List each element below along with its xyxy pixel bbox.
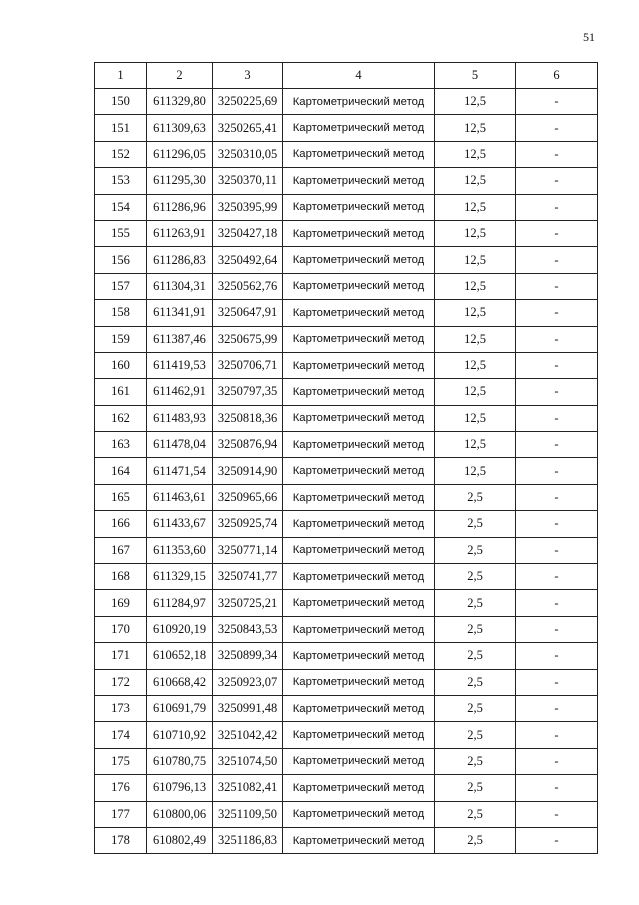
table-row — [95, 748, 598, 774]
table-row — [95, 616, 598, 642]
method-cell: Картометрический метод — [283, 141, 435, 167]
accuracy-cell: 2,5 — [435, 643, 516, 669]
x-coordinate-cell: 611329,80 — [147, 89, 213, 115]
note-cell: - — [516, 432, 598, 458]
method-cell: Картометрический метод — [283, 801, 435, 827]
point-number-cell: 175 — [95, 748, 147, 774]
point-number-cell: 161 — [95, 379, 147, 405]
table-row — [95, 722, 598, 748]
method-cell: Картометрический метод — [283, 827, 435, 853]
y-coordinate-cell: 3250991,48 — [213, 695, 283, 721]
x-coordinate-cell: 611329,15 — [147, 564, 213, 590]
y-coordinate-cell: 3250265,41 — [213, 115, 283, 141]
point-number-cell: 150 — [95, 89, 147, 115]
column-header: 4 — [283, 63, 435, 89]
table-row — [95, 564, 598, 590]
note-cell: - — [516, 643, 598, 669]
method-cell: Картометрический метод — [283, 775, 435, 801]
note-cell: - — [516, 537, 598, 563]
point-number-cell: 168 — [95, 564, 147, 590]
table-row — [95, 511, 598, 537]
method-cell: Картометрический метод — [283, 194, 435, 220]
x-coordinate-cell: 610652,18 — [147, 643, 213, 669]
y-coordinate-cell: 3251042,42 — [213, 722, 283, 748]
accuracy-cell: 2,5 — [435, 827, 516, 853]
y-coordinate-cell: 3250562,76 — [213, 273, 283, 299]
y-coordinate-cell: 3250706,71 — [213, 352, 283, 378]
table-row — [95, 643, 598, 669]
table-header-row — [95, 63, 598, 89]
table-row — [95, 801, 598, 827]
point-number-cell: 177 — [95, 801, 147, 827]
method-cell: Картометрический метод — [283, 590, 435, 616]
accuracy-cell: 2,5 — [435, 616, 516, 642]
x-coordinate-cell: 610802,49 — [147, 827, 213, 853]
note-cell: - — [516, 300, 598, 326]
accuracy-cell: 12,5 — [435, 326, 516, 352]
x-coordinate-cell: 611463,61 — [147, 484, 213, 510]
note-cell: - — [516, 194, 598, 220]
method-cell: Картометрический метод — [283, 511, 435, 537]
accuracy-cell: 12,5 — [435, 405, 516, 431]
table-row — [95, 379, 598, 405]
point-number-cell: 162 — [95, 405, 147, 431]
y-coordinate-cell: 3250818,36 — [213, 405, 283, 431]
method-cell: Картометрический метод — [283, 273, 435, 299]
y-coordinate-cell: 3250923,07 — [213, 669, 283, 695]
x-coordinate-cell: 611295,30 — [147, 168, 213, 194]
x-coordinate-cell: 611284,97 — [147, 590, 213, 616]
y-coordinate-cell: 3250771,14 — [213, 537, 283, 563]
accuracy-cell: 12,5 — [435, 432, 516, 458]
point-number-cell: 165 — [95, 484, 147, 510]
y-coordinate-cell: 3250725,21 — [213, 590, 283, 616]
method-cell: Картометрический метод — [283, 722, 435, 748]
table-row — [95, 775, 598, 801]
note-cell: - — [516, 801, 598, 827]
point-number-cell: 178 — [95, 827, 147, 853]
column-header: 6 — [516, 63, 598, 89]
coordinates-table — [94, 62, 598, 854]
method-cell: Картометрический метод — [283, 405, 435, 431]
note-cell: - — [516, 273, 598, 299]
accuracy-cell: 12,5 — [435, 273, 516, 299]
accuracy-cell: 2,5 — [435, 564, 516, 590]
note-cell: - — [516, 220, 598, 246]
y-coordinate-cell: 3250675,99 — [213, 326, 283, 352]
point-number-cell: 159 — [95, 326, 147, 352]
accuracy-cell: 12,5 — [435, 379, 516, 405]
y-coordinate-cell: 3250492,64 — [213, 247, 283, 273]
accuracy-cell: 2,5 — [435, 669, 516, 695]
method-cell: Картометрический метод — [283, 89, 435, 115]
point-number-cell: 157 — [95, 273, 147, 299]
note-cell: - — [516, 326, 598, 352]
x-coordinate-cell: 611296,05 — [147, 141, 213, 167]
table-row — [95, 695, 598, 721]
accuracy-cell: 2,5 — [435, 590, 516, 616]
accuracy-cell: 12,5 — [435, 89, 516, 115]
method-cell: Картометрический метод — [283, 352, 435, 378]
method-cell: Картометрический метод — [283, 616, 435, 642]
x-coordinate-cell: 611462,91 — [147, 379, 213, 405]
accuracy-cell: 2,5 — [435, 537, 516, 563]
accuracy-cell: 2,5 — [435, 695, 516, 721]
method-cell: Картометрический метод — [283, 695, 435, 721]
accuracy-cell: 2,5 — [435, 511, 516, 537]
y-coordinate-cell: 3250899,34 — [213, 643, 283, 669]
method-cell: Картометрический метод — [283, 220, 435, 246]
accuracy-cell: 2,5 — [435, 722, 516, 748]
point-number-cell: 174 — [95, 722, 147, 748]
x-coordinate-cell: 611263,91 — [147, 220, 213, 246]
y-coordinate-cell: 3251186,83 — [213, 827, 283, 853]
point-number-cell: 151 — [95, 115, 147, 141]
point-number-cell: 171 — [95, 643, 147, 669]
y-coordinate-cell: 3250965,66 — [213, 484, 283, 510]
table-row — [95, 827, 598, 853]
y-coordinate-cell: 3250395,99 — [213, 194, 283, 220]
note-cell: - — [516, 695, 598, 721]
y-coordinate-cell: 3250310,05 — [213, 141, 283, 167]
x-coordinate-cell: 611304,31 — [147, 273, 213, 299]
accuracy-cell: 2,5 — [435, 801, 516, 827]
method-cell: Картометрический метод — [283, 168, 435, 194]
x-coordinate-cell: 611433,67 — [147, 511, 213, 537]
note-cell: - — [516, 511, 598, 537]
x-coordinate-cell: 610668,42 — [147, 669, 213, 695]
note-cell: - — [516, 827, 598, 853]
table-row — [95, 194, 598, 220]
note-cell: - — [516, 775, 598, 801]
point-number-cell: 160 — [95, 352, 147, 378]
method-cell: Картометрический метод — [283, 748, 435, 774]
point-number-cell: 158 — [95, 300, 147, 326]
accuracy-cell: 12,5 — [435, 352, 516, 378]
page-number: 51 — [583, 30, 595, 44]
point-number-cell: 154 — [95, 194, 147, 220]
point-number-cell: 166 — [95, 511, 147, 537]
note-cell: - — [516, 141, 598, 167]
column-header: 3 — [213, 63, 283, 89]
table-row — [95, 115, 598, 141]
point-number-cell: 173 — [95, 695, 147, 721]
table-row — [95, 352, 598, 378]
point-number-cell: 153 — [95, 168, 147, 194]
point-number-cell: 169 — [95, 590, 147, 616]
y-coordinate-cell: 3250914,90 — [213, 458, 283, 484]
accuracy-cell: 12,5 — [435, 141, 516, 167]
table-row — [95, 669, 598, 695]
accuracy-cell: 12,5 — [435, 247, 516, 273]
point-number-cell: 152 — [95, 141, 147, 167]
x-coordinate-cell: 611286,83 — [147, 247, 213, 273]
x-coordinate-cell: 611483,93 — [147, 405, 213, 431]
x-coordinate-cell: 610796,13 — [147, 775, 213, 801]
x-coordinate-cell: 610800,06 — [147, 801, 213, 827]
note-cell: - — [516, 352, 598, 378]
note-cell: - — [516, 484, 598, 510]
point-number-cell: 164 — [95, 458, 147, 484]
method-cell: Картометрический метод — [283, 669, 435, 695]
table-row — [95, 220, 598, 246]
y-coordinate-cell: 3250925,74 — [213, 511, 283, 537]
table-row — [95, 168, 598, 194]
accuracy-cell: 2,5 — [435, 775, 516, 801]
x-coordinate-cell: 610710,92 — [147, 722, 213, 748]
x-coordinate-cell: 610920,19 — [147, 616, 213, 642]
method-cell: Картометрический метод — [283, 300, 435, 326]
method-cell: Картометрический метод — [283, 115, 435, 141]
point-number-cell: 176 — [95, 775, 147, 801]
point-number-cell: 163 — [95, 432, 147, 458]
note-cell: - — [516, 590, 598, 616]
table-row — [95, 300, 598, 326]
note-cell: - — [516, 722, 598, 748]
note-cell: - — [516, 247, 598, 273]
x-coordinate-cell: 611478,04 — [147, 432, 213, 458]
note-cell: - — [516, 748, 598, 774]
note-cell: - — [516, 564, 598, 590]
column-header: 2 — [147, 63, 213, 89]
note-cell: - — [516, 379, 598, 405]
y-coordinate-cell: 3251074,50 — [213, 748, 283, 774]
point-number-cell: 167 — [95, 537, 147, 563]
method-cell: Картометрический метод — [283, 379, 435, 405]
table-row — [95, 590, 598, 616]
method-cell: Картометрический метод — [283, 564, 435, 590]
table-row — [95, 273, 598, 299]
note-cell: - — [516, 458, 598, 484]
y-coordinate-cell: 3250876,94 — [213, 432, 283, 458]
note-cell: - — [516, 405, 598, 431]
table-row — [95, 484, 598, 510]
x-coordinate-cell: 611309,63 — [147, 115, 213, 141]
point-number-cell: 156 — [95, 247, 147, 273]
x-coordinate-cell: 611419,53 — [147, 352, 213, 378]
x-coordinate-cell: 611471,54 — [147, 458, 213, 484]
method-cell: Картометрический метод — [283, 247, 435, 273]
accuracy-cell: 12,5 — [435, 300, 516, 326]
accuracy-cell: 2,5 — [435, 484, 516, 510]
note-cell: - — [516, 89, 598, 115]
point-number-cell: 170 — [95, 616, 147, 642]
accuracy-cell: 12,5 — [435, 458, 516, 484]
accuracy-cell: 12,5 — [435, 168, 516, 194]
y-coordinate-cell: 3250741,77 — [213, 564, 283, 590]
x-coordinate-cell: 611341,91 — [147, 300, 213, 326]
y-coordinate-cell: 3250797,35 — [213, 379, 283, 405]
method-cell: Картометрический метод — [283, 484, 435, 510]
table-row — [95, 89, 598, 115]
x-coordinate-cell: 610780,75 — [147, 748, 213, 774]
method-cell: Картометрический метод — [283, 326, 435, 352]
y-coordinate-cell: 3250843,53 — [213, 616, 283, 642]
table-row — [95, 141, 598, 167]
note-cell: - — [516, 115, 598, 141]
accuracy-cell: 12,5 — [435, 220, 516, 246]
table-body — [95, 89, 598, 854]
method-cell: Картометрический метод — [283, 432, 435, 458]
x-coordinate-cell: 610691,79 — [147, 695, 213, 721]
y-coordinate-cell: 3251082,41 — [213, 775, 283, 801]
note-cell: - — [516, 168, 598, 194]
y-coordinate-cell: 3251109,50 — [213, 801, 283, 827]
table-row — [95, 326, 598, 352]
y-coordinate-cell: 3250370,11 — [213, 168, 283, 194]
column-header: 5 — [435, 63, 516, 89]
note-cell: - — [516, 616, 598, 642]
x-coordinate-cell: 611353,60 — [147, 537, 213, 563]
table-row — [95, 405, 598, 431]
table-row — [95, 458, 598, 484]
table-row — [95, 537, 598, 563]
table-row — [95, 432, 598, 458]
accuracy-cell: 12,5 — [435, 115, 516, 141]
method-cell: Картометрический метод — [283, 643, 435, 669]
column-header: 1 — [95, 63, 147, 89]
table-row — [95, 247, 598, 273]
y-coordinate-cell: 3250427,18 — [213, 220, 283, 246]
accuracy-cell: 2,5 — [435, 748, 516, 774]
note-cell: - — [516, 669, 598, 695]
accuracy-cell: 12,5 — [435, 194, 516, 220]
point-number-cell: 172 — [95, 669, 147, 695]
x-coordinate-cell: 611286,96 — [147, 194, 213, 220]
method-cell: Картометрический метод — [283, 537, 435, 563]
x-coordinate-cell: 611387,46 — [147, 326, 213, 352]
method-cell: Картометрический метод — [283, 458, 435, 484]
y-coordinate-cell: 3250225,69 — [213, 89, 283, 115]
point-number-cell: 155 — [95, 220, 147, 246]
y-coordinate-cell: 3250647,91 — [213, 300, 283, 326]
